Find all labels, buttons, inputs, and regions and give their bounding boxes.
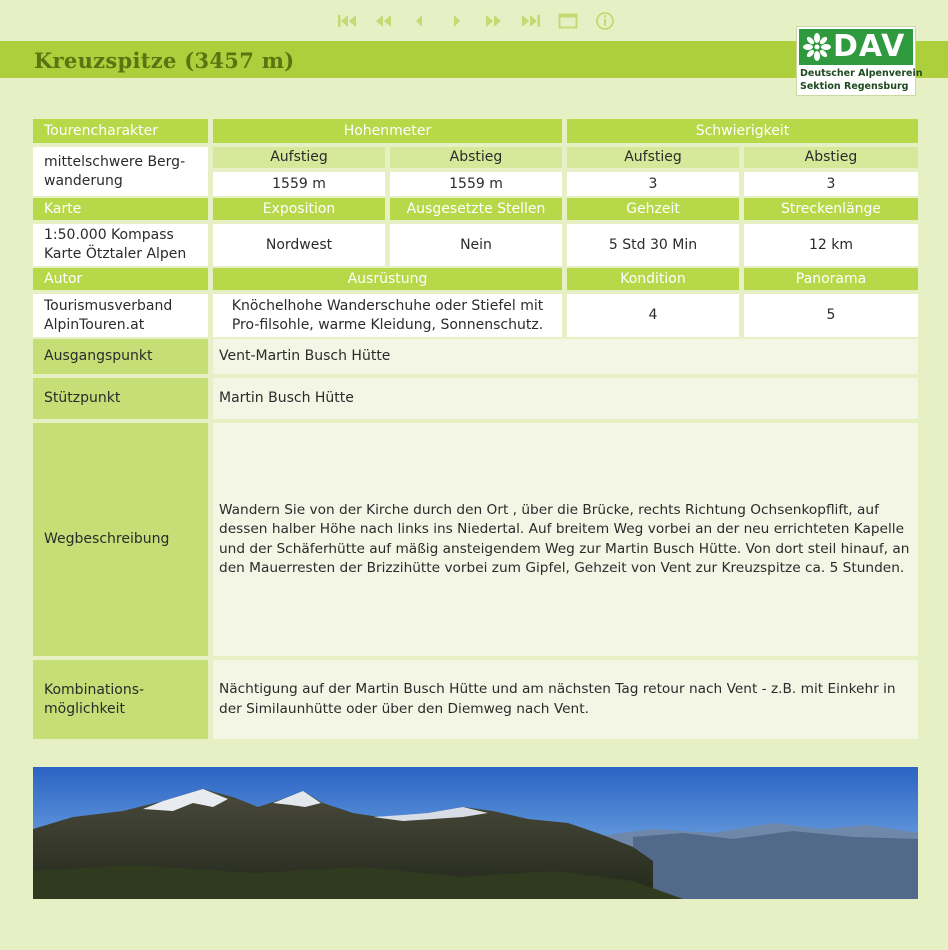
header-exposition: Exposition (213, 198, 385, 220)
value-gehzeit: 5 Std 30 Min (567, 224, 739, 266)
header-karte: Karte (33, 198, 208, 220)
header-tourencharakter: Tourencharakter (33, 119, 208, 143)
header-autor: Autor (33, 268, 208, 290)
previous-group-icon[interactable] (368, 8, 398, 34)
logo-mark (799, 29, 913, 65)
subheader-aufstieg-hm: Aufstieg (213, 147, 385, 168)
dav-logo (796, 26, 923, 96)
previous-icon[interactable] (404, 8, 434, 34)
value-ausgangspunkt: Vent-Martin Busch Hütte (213, 339, 918, 374)
first-icon[interactable] (332, 8, 362, 34)
header-schwierigkeit: Schwierigkeit (567, 119, 918, 143)
value-kondition: 4 (567, 294, 739, 337)
value-exposition: Nordwest (213, 224, 385, 266)
value-kombinationsmoeglichkeit: Nächtigung auf der Martin Busch Hütte und am nächsten Tag retour nach Vent - z.B. mit Einkehr in der Similaunhütte oder über den Diemweg nach Vent. (213, 660, 918, 739)
subheader-abstieg-hm: Abstieg (390, 147, 562, 168)
last-icon[interactable] (516, 8, 546, 34)
label-stuetzpunkt: Stützpunkt (33, 378, 208, 419)
label-wegbeschreibung: Wegbeschreibung (33, 423, 208, 656)
panorama-photo (33, 767, 918, 899)
value-streckenlaenge: 12 km (744, 224, 918, 266)
subheader-aufstieg-schwierigkeit: Aufstieg (567, 147, 739, 168)
header-streckenlaenge: Streckenlänge (744, 198, 918, 220)
value-ausruestung: Knöchelhohe Wanderschuhe oder Stiefel mit Pro-filsohle, warme Kleidung, Sonnenschutz. (213, 294, 562, 337)
header-kondition: Kondition (567, 268, 739, 290)
value-abstieg-hm: 1559 m (390, 172, 562, 196)
edelweiss-icon (803, 33, 831, 61)
value-aufstieg-schwierigkeit: 3 (567, 172, 739, 196)
value-aufstieg-hm: 1559 m (213, 172, 385, 196)
page-title: Kreuzspitze (3457 m) (34, 48, 295, 73)
subheader-abstieg-schwierigkeit: Abstieg (744, 147, 918, 168)
header-hohenmeter: Hohenmeter (213, 119, 562, 143)
logo-text: DAV (833, 29, 906, 64)
logo-line-2: Sektion Regensburg (800, 81, 909, 92)
next-icon[interactable] (442, 8, 472, 34)
header-ausruestung: Ausrüstung (213, 268, 562, 290)
value-tourencharakter: mittelschwere Berg-wanderung (33, 147, 208, 196)
value-panorama: 5 (744, 294, 918, 337)
label-kombinationsmoeglichkeit: Kombinations-möglichkeit (33, 660, 208, 739)
header-panorama: Panorama (744, 268, 918, 290)
value-karte: 1:50.000 Kompass Karte Ötztaler Alpen (33, 224, 208, 266)
value-stuetzpunkt: Martin Busch Hütte (213, 378, 918, 419)
value-wegbeschreibung: Wandern Sie von der Kirche durch den Ort , über die Brücke, rechts Richtung Ochsenkopflift, auf dessen halber Höhe nach links ins Niedertal. Auf breitem Weg vorbei an der neu errichteten Kapelle und der Schäferhütte auf mäßig ansteigendem Weg zur Martin Busch Hütte. Von dort steil hinauf, an den Mauerresten der Brizzihütte vorbei zum Gipfel, Gehzeit von Vent zur Kreuzspitze ca. 5 Stunden. (213, 423, 918, 656)
label-ausgangspunkt: Ausgangspunkt (33, 339, 208, 374)
next-group-icon[interactable] (479, 8, 509, 34)
value-ausgesetzte-stellen: Nein (390, 224, 562, 266)
logo-line-1: Deutscher Alpenverein (800, 68, 923, 79)
value-autor: Tourismusverband AlpinTouren.at (33, 294, 208, 337)
header-ausgesetzte-stellen: Ausgesetzte Stellen (390, 198, 562, 220)
value-abstieg-schwierigkeit: 3 (744, 172, 918, 196)
info-icon[interactable] (590, 8, 620, 34)
header-gehzeit: Gehzeit (567, 198, 739, 220)
window-icon[interactable] (553, 8, 583, 34)
